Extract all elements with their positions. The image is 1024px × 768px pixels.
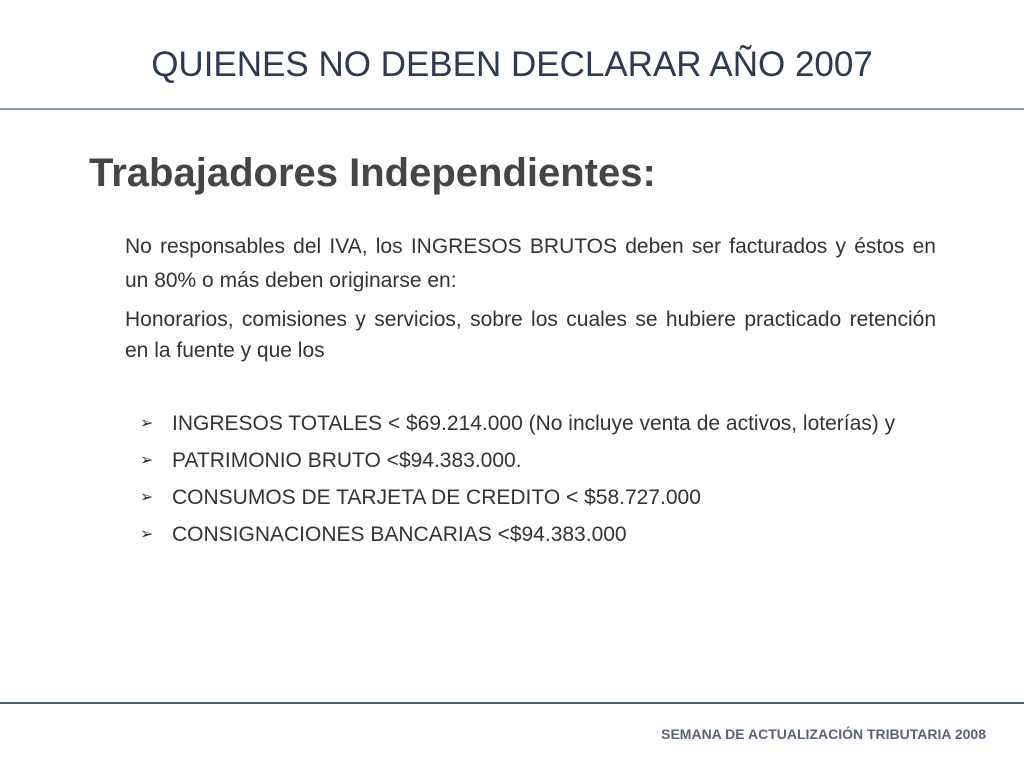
- conditions-list: [140, 408, 936, 556]
- arrow-bullet-icon: ➢: [140, 526, 154, 543]
- list-item-text: CONSIGNACIONES BANCARIAS <$94.383.000: [172, 523, 627, 546]
- arrow-bullet-icon: ➢: [140, 489, 154, 506]
- list-item-text: CONSUMOS DE TARJETA DE CREDITO < $58.727.000: [172, 486, 701, 509]
- bottom-divider: [0, 702, 1024, 704]
- list-item: [140, 445, 936, 476]
- section-heading: Trabajadores Independientes:: [89, 151, 656, 195]
- top-divider: [0, 108, 1024, 110]
- arrow-bullet-icon: ➢: [140, 452, 154, 469]
- list-item: [140, 408, 936, 439]
- arrow-bullet-icon: ➢: [140, 415, 154, 432]
- slide-title: QUIENES NO DEBEN DECLARAR AÑO 2007: [151, 45, 873, 84]
- paragraph-income-sources: Honorarios, comisiones y servicios, sobre los cuales se hubiere practicado retención en la fuente y que los: [125, 308, 936, 362]
- paragraph-intro: No responsables del IVA, los INGRESOS BRUTOS deben ser facturados y éstos en un 80% o más deben originarse en:: [125, 235, 936, 292]
- list-item: [140, 482, 936, 513]
- footer-text: SEMANA DE ACTUALIZACIÓN TRIBUTARIA 2008: [661, 726, 986, 742]
- list-item-text: PATRIMONIO BRUTO <$94.383.000.: [172, 449, 522, 472]
- list-item: [140, 519, 936, 550]
- list-item-text: INGRESOS TOTALES < $69.214.000 (No incluye venta de activos, loterías) y: [172, 412, 896, 435]
